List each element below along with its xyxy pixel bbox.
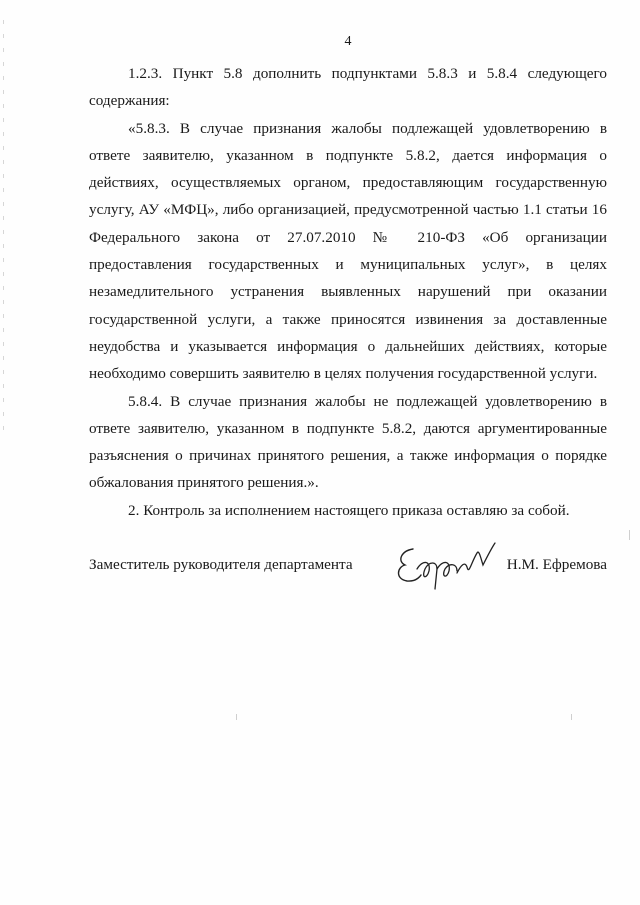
- signatory-name: Н.М. Ефремова: [506, 556, 607, 573]
- handwritten-signature: [391, 539, 501, 593]
- paragraph-2-control: 2. Контроль за исполнением настоящего приказа оставляю за собой.: [128, 501, 570, 519]
- scan-speck: [236, 714, 237, 720]
- paragraph-5-8-4: 5.8.4. В случае признания жалобы не подлежащей удовлетворению в ответе заявителю, указанном в подпункте 5.8.2, даются аргументированные разъяснения о причинах принятого решения, а также информация о порядке обжалования принятого решения.».: [89, 392, 607, 492]
- paragraph-5-8-3: «5.8.3. В случае признания жалобы подлежащей удовлетворению в ответе заявителю, указанном в подпункте 5.8.2, дается информация о действиях, осуществляемых органом, предоставляющим государственную услугу, АУ «МФЦ», либо организацией, предусмотренной частью 1.1 статьи 16 Федерального закона от 27.07.2010 № 210-ФЗ «Об организации предоставления государственных и муниципальных услуг», в целях незамедлительного устранения выявленных нарушений при оказании государственной услуги, а также приносятся извинения за доставленные неудобства и указывается информация о дальнейших действиях, которые необходимо совершить заявителю в целях получения государственной услуги.: [89, 119, 607, 383]
- page-number: 4: [344, 34, 352, 49]
- scan-speck: [629, 530, 630, 540]
- signatory-position: Заместитель руководителя департамента: [89, 556, 353, 573]
- scan-edge-marks: [3, 20, 4, 440]
- paragraph-1-2-3: 1.2.3. Пункт 5.8 дополнить подпунктами 5.8.3 и 5.8.4 следующего содержания:: [89, 65, 607, 110]
- document-body: [89, 60, 607, 524]
- signature-block: [89, 553, 607, 593]
- scan-speck: [571, 714, 572, 720]
